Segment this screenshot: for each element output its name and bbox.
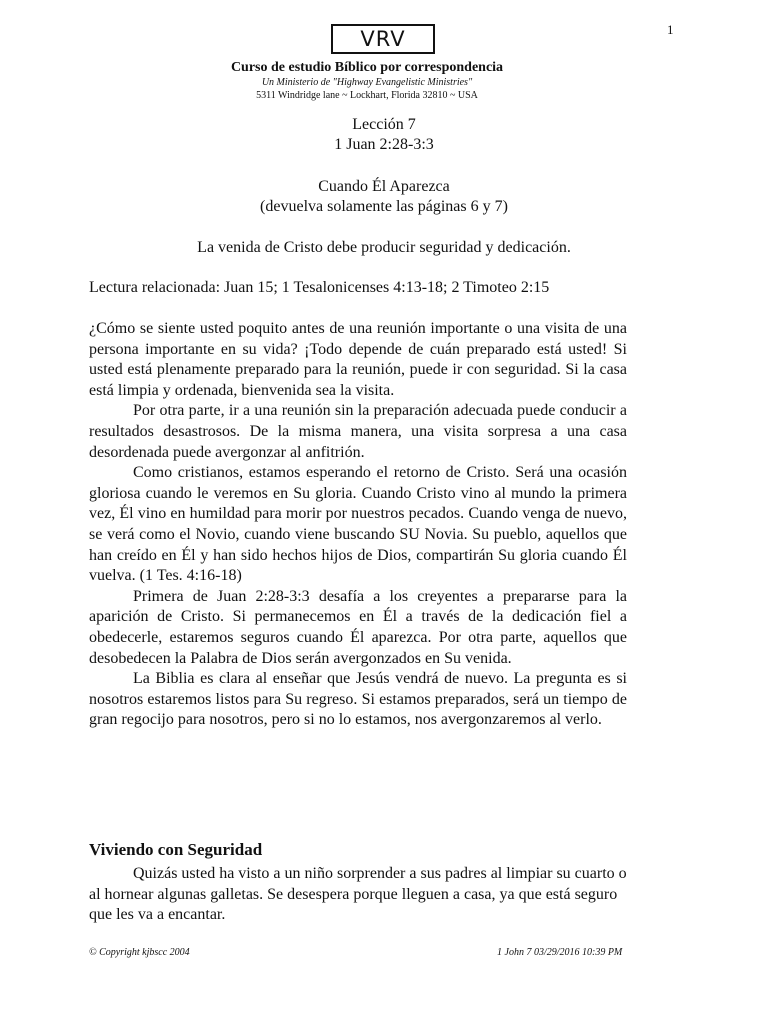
section-text	[89, 864, 627, 926]
lesson-note: (devuelva solamente las páginas 6 y 7)	[260, 198, 508, 215]
section-heading: Viviendo con Seguridad	[89, 840, 263, 859]
footer-copyright: © Copyright kjbscc 2004	[89, 947, 190, 958]
lesson-title: Cuando Él Aparezca	[318, 178, 450, 195]
body-text	[89, 319, 627, 731]
lesson-theme: La venida de Cristo debe producir seguridad y dedicación.	[197, 239, 571, 256]
lesson-number: Lección 7	[352, 116, 416, 133]
related-reading: Lectura relacionada: Juan 15; 1 Tesalonicenses 4:13-18; 2 Timoteo 2:15	[89, 279, 550, 296]
vrv-logo: VRV	[331, 24, 435, 54]
course-title: Curso de estudio Bíblico por correspondencia	[230, 60, 504, 75]
page-number: 1	[667, 22, 674, 37]
paragraph: La Biblia es clara al enseñar que Jesús vendrá de nuevo. La pregunta es si nosotros estaremos listos para Su regreso. Si estamos preparados, será un tiempo de gran regocijo para nosotros, pero si no lo estamos, nos avergonzaremos al verlo.	[89, 670, 627, 729]
paragraph: ¿Cómo se siente usted poquito antes de una reunión importante o una visita de una persona importante en su vida? ¡Todo depende de cuán preparado está usted! Si usted está plenamente preparado para la reunión, puede ir con seguridad. Si la casa está limpia y ordenada, bienvenida sea la visita.	[89, 320, 627, 399]
paragraph: Como cristianos, estamos esperando el retorno de Cristo. Será una ocasión gloriosa cuando le veremos en Su gloria. Cuando Cristo vino al mundo la primera vez, Él vino en humildad para morir por nuestros pecados. Cuando venga de nuevo, se verá como el Novio, cuando viene buscando SU Novia. Su pueblo, aquellos que han creído en Él y han sido hechos hijos de Dios, compartirán Su gloria cuando Él vuelva. (1 Tes. 4:16-18)	[89, 464, 627, 585]
paragraph: Quizás usted ha visto a un niño sorprender a sus padres al limpiar su cuarto o al hornear algunas galletas. Se desespera porque lleguen a casa, ya que está seguro que les va a encantar.	[89, 865, 627, 924]
paragraph: Primera de Juan 2:28-3:3 desafía a los creyentes a prepararse para la aparición de Cristo. Si permanecemos en Él a través de la dedicación fiel a obedecerle, estaremos seguros cuando Él aparezca. Por otra parte, aquellos que desobedecen la Palabra de Dios serán avergonzados en Su venida.	[89, 587, 627, 667]
lesson-reference: 1 Juan 2:28-3:3	[334, 136, 434, 153]
address-line: 5311 Windridge lane ~ Lockhart, Florida 32810 ~ USA	[256, 90, 478, 101]
footer-file-info: 1 John 7 03/29/2016 10:39 PM	[497, 947, 623, 958]
ministry-line: Un Ministerio de "Highway Evangelistic Ministries"	[261, 77, 473, 88]
paragraph: Por otra parte, ir a una reunión sin la preparación adecuada puede conducir a resultados desastrosos. De la misma manera, una visita sorpresa a una casa desordenada puede avergonzar al anfitrión.	[89, 402, 627, 461]
